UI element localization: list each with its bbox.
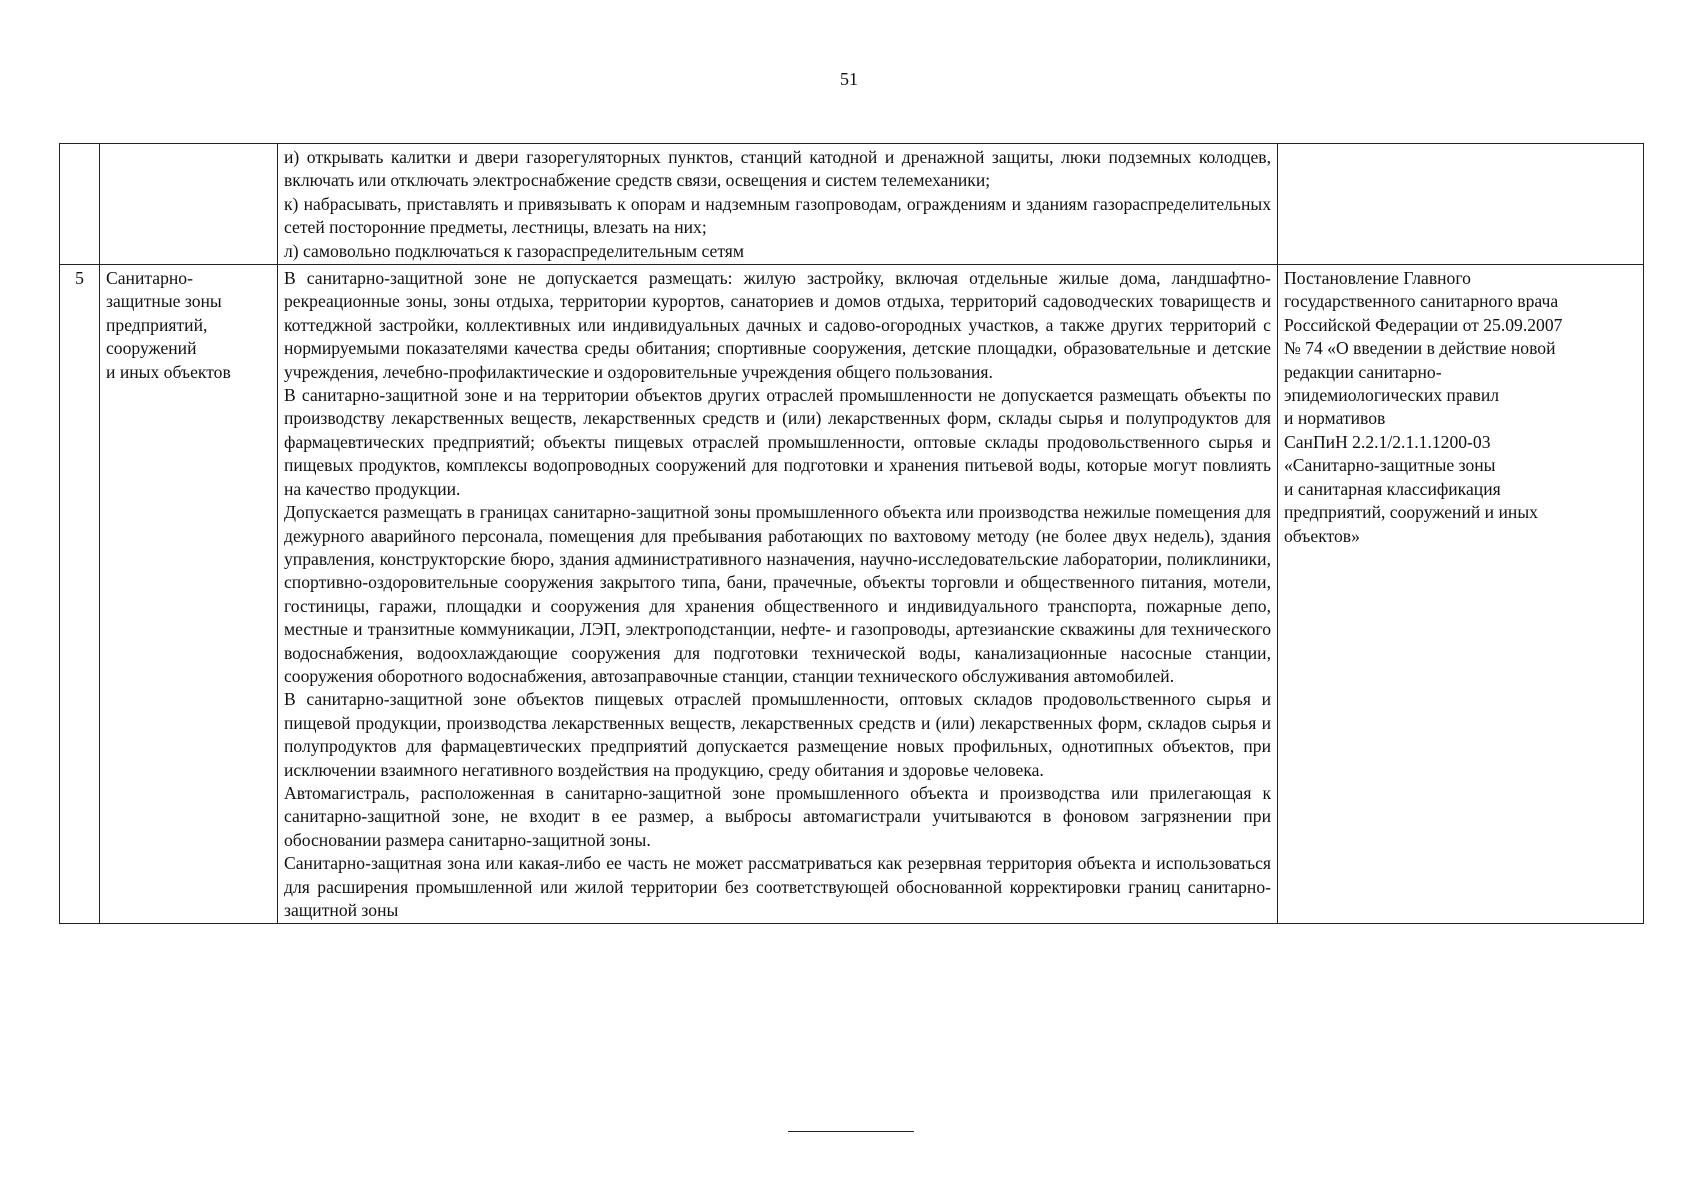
zone-name-cell	[100, 265, 278, 924]
legal-source-line: и санитарная классификация	[1284, 478, 1501, 499]
restriction-item-k: к) набрасывать, приставлять и привязывать к опорам и надземным газопроводам, ограждениям и зданиям газораспределительных сетей посторонние предметы, лестницы, влезать на них;	[284, 193, 1271, 238]
table-row-5	[60, 265, 1644, 924]
row-number-cell	[60, 144, 100, 265]
legal-source-cell	[1278, 265, 1644, 924]
regulation-table	[59, 143, 1644, 924]
rule-paragraph: Санитарно-защитная зона или какая-либо ее часть не может рассматриваться как резервная территория объекта и использоваться для расширения промышленной или жилой территории без соответствующей обоснованной корректировки границ санитарно-защитной зоны	[284, 853, 1271, 920]
legal-source-line: и нормативов	[1284, 408, 1386, 429]
restrictions-cell	[278, 144, 1278, 265]
restriction-item-l: л) самовольно подключаться к газораспределительным сетям	[284, 240, 744, 261]
end-of-page-rule	[788, 1131, 914, 1132]
rule-paragraph: В санитарно-защитной зоне и на территории объектов других отраслей промышленности не допускается размещать объекты по производству лекарственных веществ, лекарственных средств и (или) лекарственных форм, склады сырья и полупродуктов для фармацевтических предприятий; объекты пищевых отраслей промышленности, оптовые склады продовольственного сырья и пищевых продуктов, комплексы водопроводных сооружений для подготовки и хранения питьевой воды, которые могут повлиять на качество продукции.	[284, 385, 1271, 499]
rule-paragraph: В санитарно-защитной зоне не допускается размещать: жилую застройку, включая отдельные жилые дома, ландшафтно-рекреационные зоны, зоны отдыха, территории курортов, санаториев и домов отдыха, территорий садоводческих товариществ и коттеджной застройки, коллективных или индивидуальных дачных и садово-огородных участков, а также других территорий с нормируемыми показателями качества среды обитания; спортивные сооружения, детские площадки, образовательные и детские учреждения, лечебно-профилактические и оздоровительные учреждения общего пользования.	[284, 268, 1271, 382]
page-number: 51	[840, 69, 858, 89]
legal-source-line: «Санитарно-защитные зоны	[1284, 455, 1496, 476]
legal-source-line: предприятий, сооружений и иных	[1284, 502, 1538, 523]
restriction-item-i: и) открывать калитки и двери газорегуляторных пунктов, станций катодной и дренажной защиты, люки подземных колодцев, включать или отключать электроснабжение средств связи, освещения и систем телемеханики;	[284, 147, 1271, 191]
legal-source-line: Постановление Главного	[1284, 268, 1471, 289]
legal-source-line: редакции санитарно-	[1284, 361, 1442, 382]
source-cell	[1278, 144, 1644, 265]
legal-source-line: Российской Федерации от 25.09.2007	[1284, 314, 1563, 335]
zone-name-line: и иных объектов	[106, 361, 231, 382]
legal-source-line: эпидемиологических правил	[1284, 385, 1500, 406]
rule-paragraph: Автомагистраль, расположенная в санитарно-защитной зоне промышленного объекта и производства или прилегающая к санитарно-защитной зоне, не входит в ее размер, а выбросы автомагистрали учитываются в фоновом загрязнении при обосновании размера санитарно-защитной зоны.	[284, 782, 1271, 850]
legal-source-line: объектов»	[1284, 525, 1360, 546]
zone-name-line: предприятий,	[106, 314, 208, 335]
zone-name-line: защитные зоны	[106, 291, 222, 312]
rule-paragraph: Допускается размещать в границах санитарно-защитной зоны промышленного объекта или производства нежилые помещения для дежурного аварийного персонала, помещения для пребывания работающих по вахтовому методу (не более двух недель), здания управления, конструкторские бюро, здания административного назначения, научно-исследовательские лаборатории, поликлиники, спортивно-оздоровительные сооружения закрытого типа, бани, прачечные, объекты торговли и общественного питания, мотели, гостиницы, гаражи, площадки и сооружения для хранения общественного и индивидуального транспорта, пожарные депо, местные и транзитные коммуникации, ЛЭП, электроподстанции, нефте- и газопроводы, артезианские скважины для технического водоснабжения, водоохлаждающие сооружения для подготовки технической воды, канализационные насосные станции, сооружения оборотного водоснабжения, автозаправочные станции, станции технического обслуживания автомобилей.	[284, 502, 1271, 686]
row-name-cell	[100, 144, 278, 265]
zone-name-line: сооружений	[106, 338, 197, 359]
row-number-cell: 5	[60, 265, 100, 924]
zone-name-line: Санитарно-	[106, 268, 193, 289]
rule-paragraph: В санитарно-защитной зоне объектов пищевых отраслей промышленности, оптовых складов продовольственного сырья и пищевой продукции, производства лекарственных веществ, лекарственных средств и (или) лекарственных форм, складов сырья и полупродуктов для фармацевтических предприятий допускается размещение новых профильных, однотипных объектов, при исключении взаимного негативного воздействия на продукцию, среду обитания и здоровье человека.	[284, 689, 1271, 780]
legal-source-line: СанПиН 2.2.1/2.1.1.1200-03	[1284, 431, 1491, 452]
legal-source-line: № 74 «О введении в действие новой	[1284, 338, 1556, 359]
zone-rules-cell	[278, 265, 1278, 924]
table-row-continuation	[60, 144, 1644, 265]
legal-source-line: государственного санитарного врача	[1284, 291, 1559, 312]
